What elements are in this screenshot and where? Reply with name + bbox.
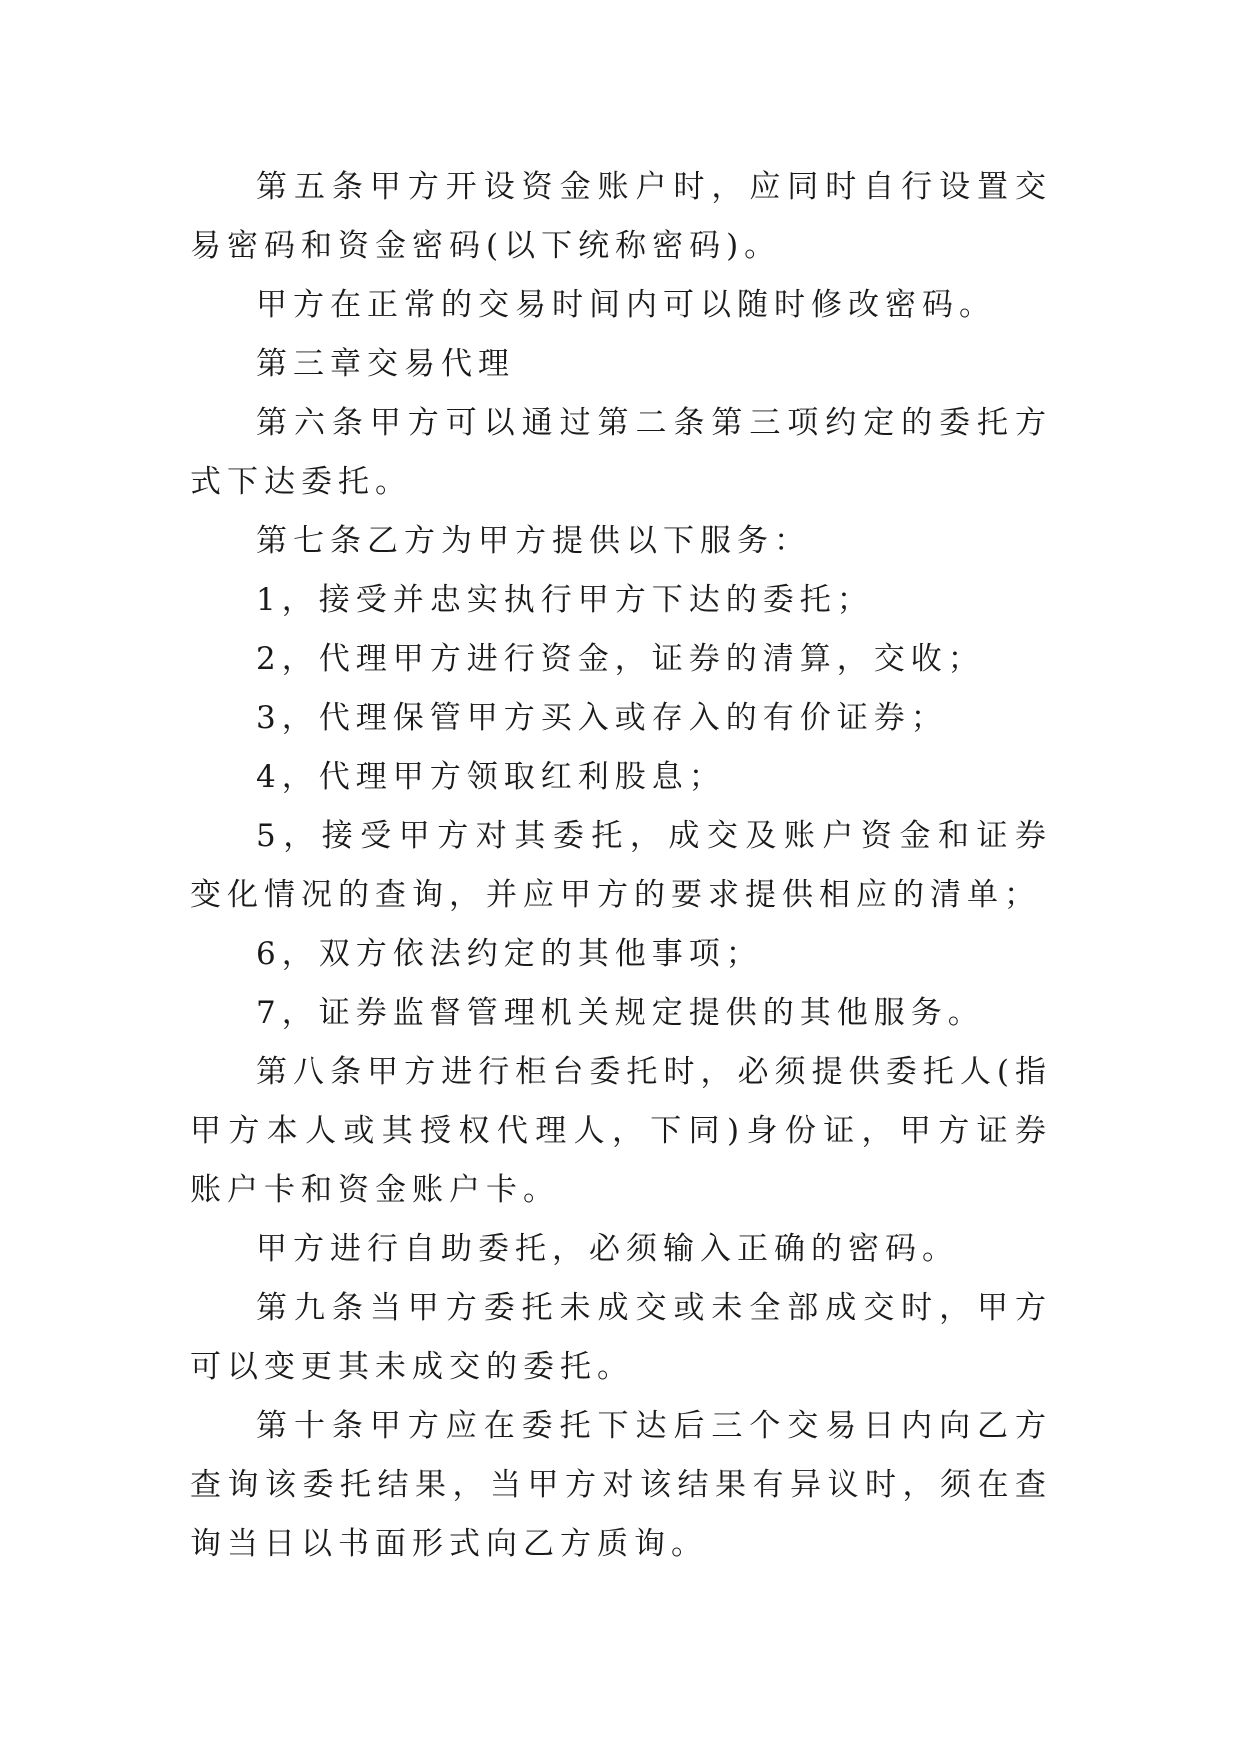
list-item-5: 5，接受甲方对其委托，成交及账户资金和证券变化情况的查询，并应甲方的要求提供相应的清单； <box>190 818 1052 913</box>
list-item-6: 6，双方依法约定的其他事项； <box>256 936 763 972</box>
paragraph-self-service: 甲方进行自助委托，必须输入正确的密码。 <box>256 1231 959 1267</box>
list-item-4: 4，代理甲方领取红利股息； <box>256 759 726 795</box>
paragraph-article-9: 第九条当甲方委托未成交或未全部成交时，甲方可以变更其未成交的委托。 <box>190 1290 1052 1385</box>
chapter-heading: 第三章交易代理 <box>256 346 515 382</box>
paragraph-article-5: 第五条甲方开设资金账户时，应同时自行设置交易密码和资金密码(以下统称密码)。 <box>190 169 1052 264</box>
paragraph-article-6: 第六条甲方可以通过第二条第三项约定的委托方式下达委托。 <box>190 405 1052 500</box>
paragraph-article-7: 第七条乙方为甲方提供以下服务： <box>256 523 811 559</box>
paragraph-article-8: 第八条甲方进行柜台委托时，必须提供委托人(指甲方本人或其授权代理人，下同)身份证，甲方证券账户卡和资金账户卡。 <box>190 1054 1052 1208</box>
list-item-7: 7，证券监督管理机关规定提供的其他服务。 <box>256 995 985 1031</box>
paragraph-article-10: 第十条甲方应在委托下达后三个交易日内向乙方查询该委托结果，当甲方对该结果有异议时，须在查询当日以书面形式向乙方质询。 <box>190 1408 1052 1562</box>
list-item-3: 3，代理保管甲方买入或存入的有价证券； <box>256 700 948 736</box>
list-item-2: 2，代理甲方进行资金，证券的清算，交收； <box>256 641 985 677</box>
document-body <box>190 158 1052 1574</box>
paragraph-password-change: 甲方在正常的交易时间内可以随时修改密码。 <box>256 287 996 323</box>
list-item-1: 1，接受并忠实执行甲方下达的委托； <box>256 582 874 618</box>
